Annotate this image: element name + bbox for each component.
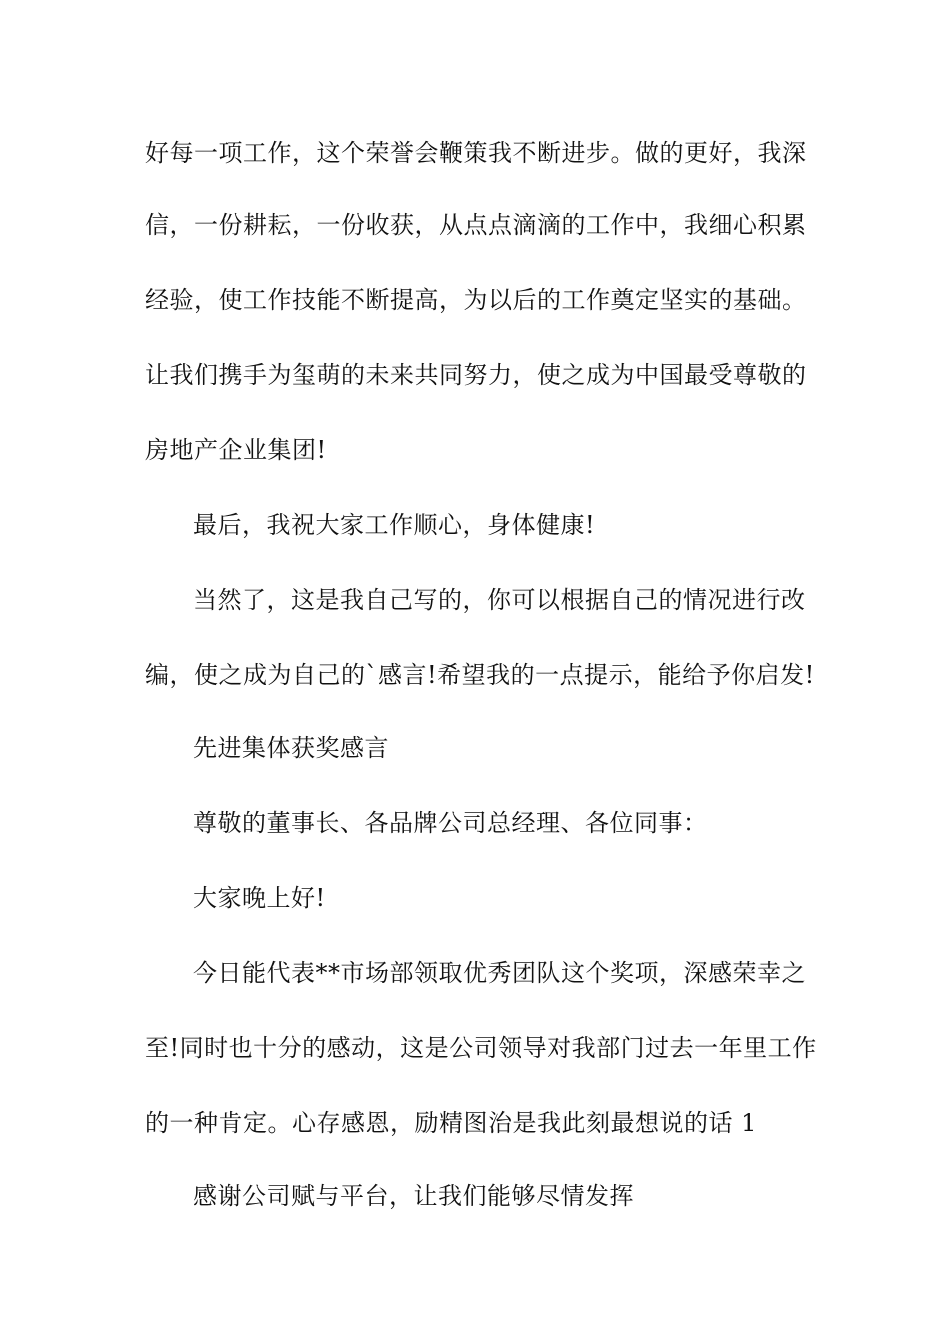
greeting: 大家晚上好! [193,884,326,912]
text-line: 房地产企业集团! [145,436,327,464]
text-line: 当然了，这是我自己写的，你可以根据自己的情况进行改 [193,586,806,614]
section-heading: 先进集体获奖感言 [193,734,389,762]
salutation: 尊敬的董事长、各品牌公司总经理、各位同事： [193,809,708,837]
text-line: 信，一份耕耘，一份收获，从点点滴滴的工作中，我细心积累 [145,211,807,239]
text-line: 最后，我祝大家工作顺心，身体健康! [193,511,596,539]
text-line: 编，使之成为自己的`感言!希望我的一点提示，能给予你启发! [145,661,815,689]
text-line: 经验，使工作技能不断提高，为以后的工作奠定坚实的基础。 [145,286,807,314]
text-line: 好每一项工作，这个荣誉会鞭策我不断进步。做的更好，我深 [145,139,807,167]
text-line: 今日能代表**市场部领取优秀团队这个奖项，深感荣幸之 [193,959,806,987]
text-line: 至!同时也十分的感动，这是公司领导对我部门过去一年里工作 [145,1034,817,1062]
text-line: 让我们携手为玺萌的未来共同努力，使之成为中国最受尊敬的 [145,361,807,389]
text-line: 的一种肯定。心存感恩，励精图治是我此刻最想说的话 1 [145,1109,757,1137]
text-line: 感谢公司赋与平台，让我们能够尽情发挥 [193,1182,634,1210]
